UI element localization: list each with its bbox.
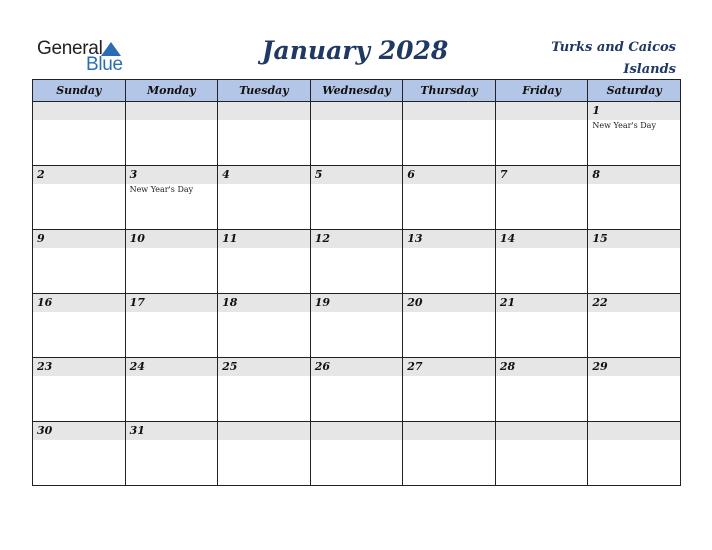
day-number-band xyxy=(496,102,588,120)
day-cell xyxy=(310,422,403,486)
day-cell xyxy=(495,358,588,422)
day-number-band xyxy=(311,422,403,440)
day-cell xyxy=(403,294,496,358)
day-number-band xyxy=(218,166,310,184)
weekday-header: Sunday xyxy=(33,80,126,102)
day-cell xyxy=(495,294,588,358)
day-number: 2 xyxy=(37,168,45,181)
day-number-band xyxy=(33,102,125,120)
day-number: 26 xyxy=(314,360,330,373)
day-number: 21 xyxy=(499,296,516,309)
day-number: 9 xyxy=(37,232,45,245)
day-number-band xyxy=(218,422,310,440)
logo-word-general: General xyxy=(37,38,103,59)
day-cell xyxy=(403,230,496,294)
day-number-band xyxy=(126,102,218,120)
day-number: 18 xyxy=(222,296,238,309)
day-cell xyxy=(310,166,403,230)
day-cell xyxy=(33,102,126,166)
week-row xyxy=(33,102,681,166)
weekday-header: Thursday xyxy=(403,80,496,102)
day-cell xyxy=(588,358,681,422)
day-cell xyxy=(218,166,311,230)
day-number-band xyxy=(403,422,495,440)
calendar-grid xyxy=(32,79,681,486)
day-cell xyxy=(588,166,681,230)
day-cell xyxy=(218,230,311,294)
day-number: 7 xyxy=(499,168,508,181)
day-cell xyxy=(588,230,681,294)
day-cell xyxy=(125,422,218,486)
day-number: 23 xyxy=(37,360,53,373)
day-number-band xyxy=(33,230,125,248)
weekday-header: Wednesday xyxy=(310,80,403,102)
day-cell xyxy=(588,102,681,166)
day-number: 3 xyxy=(129,168,138,181)
day-cell xyxy=(310,102,403,166)
day-cell xyxy=(125,166,218,230)
day-number-band xyxy=(218,102,310,120)
day-number: 25 xyxy=(222,360,238,373)
weekday-header: Saturday xyxy=(588,80,681,102)
holiday-label: New Year's Day xyxy=(129,185,194,194)
day-cell xyxy=(125,230,218,294)
day-cell xyxy=(403,166,496,230)
week-row xyxy=(33,358,681,422)
day-cell xyxy=(310,358,403,422)
day-cell xyxy=(310,230,403,294)
day-number: 1 xyxy=(592,104,601,117)
day-number-band xyxy=(403,102,495,120)
day-number: 5 xyxy=(314,168,323,181)
day-number: 11 xyxy=(222,232,238,245)
day-cell xyxy=(495,230,588,294)
day-number: 15 xyxy=(592,232,608,245)
day-number: 10 xyxy=(129,232,145,245)
day-number: 4 xyxy=(222,168,230,181)
week-row xyxy=(33,166,681,230)
day-number-band xyxy=(311,166,403,184)
day-cell xyxy=(218,422,311,486)
day-cell xyxy=(495,422,588,486)
day-number: 14 xyxy=(499,232,516,245)
holiday-label: New Year's Day xyxy=(592,121,656,130)
day-cell xyxy=(125,102,218,166)
week-row xyxy=(33,422,681,486)
day-number: 13 xyxy=(407,232,423,245)
day-cell xyxy=(33,358,126,422)
day-number-band xyxy=(588,422,680,440)
logo-word-blue: Blue xyxy=(86,54,123,75)
day-number: 16 xyxy=(37,296,53,309)
day-cell xyxy=(495,166,588,230)
weekday-header: Monday xyxy=(125,80,218,102)
day-cell xyxy=(403,358,496,422)
day-cell xyxy=(495,102,588,166)
generalblue-logo xyxy=(37,38,137,74)
week-row xyxy=(33,230,681,294)
day-number: 6 xyxy=(407,168,415,181)
day-cell xyxy=(403,102,496,166)
day-cell xyxy=(33,294,126,358)
day-cell xyxy=(588,422,681,486)
region-name: Turks and Caicos Islands xyxy=(551,40,676,77)
day-number-band xyxy=(33,166,125,184)
day-number: 12 xyxy=(314,232,330,245)
day-cell xyxy=(125,294,218,358)
day-number: 20 xyxy=(407,296,423,309)
day-number-band xyxy=(588,102,680,120)
weekday-header: Tuesday xyxy=(218,80,311,102)
day-cell xyxy=(33,166,126,230)
week-row xyxy=(33,294,681,358)
day-number-band xyxy=(496,166,588,184)
day-number: 22 xyxy=(592,296,608,309)
weekday-header-row xyxy=(33,80,681,102)
day-number: 31 xyxy=(129,424,145,437)
day-number: 17 xyxy=(129,296,145,309)
calendar-title: January 2028 xyxy=(261,36,449,65)
day-number-band xyxy=(403,166,495,184)
day-cell xyxy=(218,102,311,166)
day-cell xyxy=(218,294,311,358)
day-cell xyxy=(218,358,311,422)
weekday-header: Friday xyxy=(495,80,588,102)
day-number: 29 xyxy=(592,360,608,373)
day-number-band xyxy=(126,166,218,184)
day-cell xyxy=(310,294,403,358)
day-cell xyxy=(33,230,126,294)
day-cell xyxy=(33,422,126,486)
day-cell xyxy=(588,294,681,358)
day-number: 8 xyxy=(592,168,601,181)
day-number: 27 xyxy=(407,360,423,373)
day-number: 30 xyxy=(37,424,53,437)
day-number: 28 xyxy=(499,360,516,373)
day-number-band xyxy=(588,166,680,184)
day-number: 19 xyxy=(314,296,330,309)
day-number-band xyxy=(496,422,588,440)
day-number-band xyxy=(311,102,403,120)
day-cell xyxy=(403,422,496,486)
day-cell xyxy=(125,358,218,422)
day-number: 24 xyxy=(129,360,145,373)
